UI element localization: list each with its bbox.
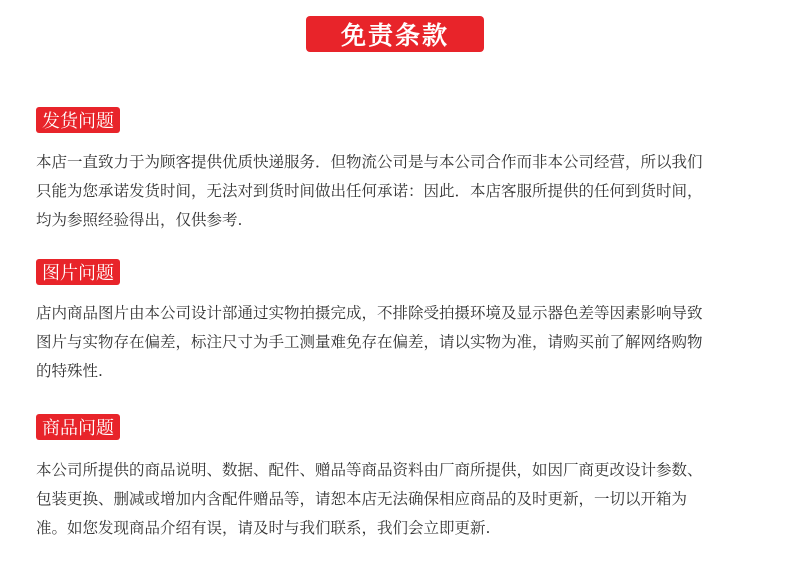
section-body-shipping <box>36 148 772 235</box>
section-heading-products: 商品问题 <box>36 414 120 440</box>
text-line: 只能为您承诺发货时间，无法对到货时间做出任何承诺：因此．本店客服所提供的任何到货时间， <box>36 182 703 200</box>
text-line: 本店一直致力于为顾客提供优质快递服务．但物流公司是与本公司合作而非本公司经营，所以我们 <box>36 153 703 171</box>
section-heading-images: 图片问题 <box>36 259 120 285</box>
text-line: 准。如您发现商品介绍有误，请及时与我们联系，我们会立即更新. <box>36 519 491 537</box>
section-body-products <box>36 456 772 543</box>
text-line: 图片与实物存在偏差，标注尺寸为手工测量难免存在偏差，请以实物为准，请购买前了解网络购物 <box>36 333 703 351</box>
text-line: 本公司所提供的商品说明、数据、配件、赠品等商品资料由厂商所提供，如因厂商更改设计参数、 <box>36 461 703 479</box>
section-heading-shipping: 发货问题 <box>36 107 120 133</box>
text-line: 店内商品图片由本公司设计部通过实物拍摄完成，不排除受拍摄环境及显示器色差等因素影响导致 <box>36 304 703 322</box>
text-line: 包装更换、删减或增加内含配件赠品等，请恕本店无法确保相应商品的及时更新，一切以开箱为 <box>36 490 688 508</box>
page-title: 免责条款 <box>306 16 484 52</box>
section-body-images <box>36 299 772 386</box>
text-line: 的特殊性. <box>36 362 103 380</box>
text-line: 均为参照经验得出，仅供参考. <box>36 211 243 229</box>
